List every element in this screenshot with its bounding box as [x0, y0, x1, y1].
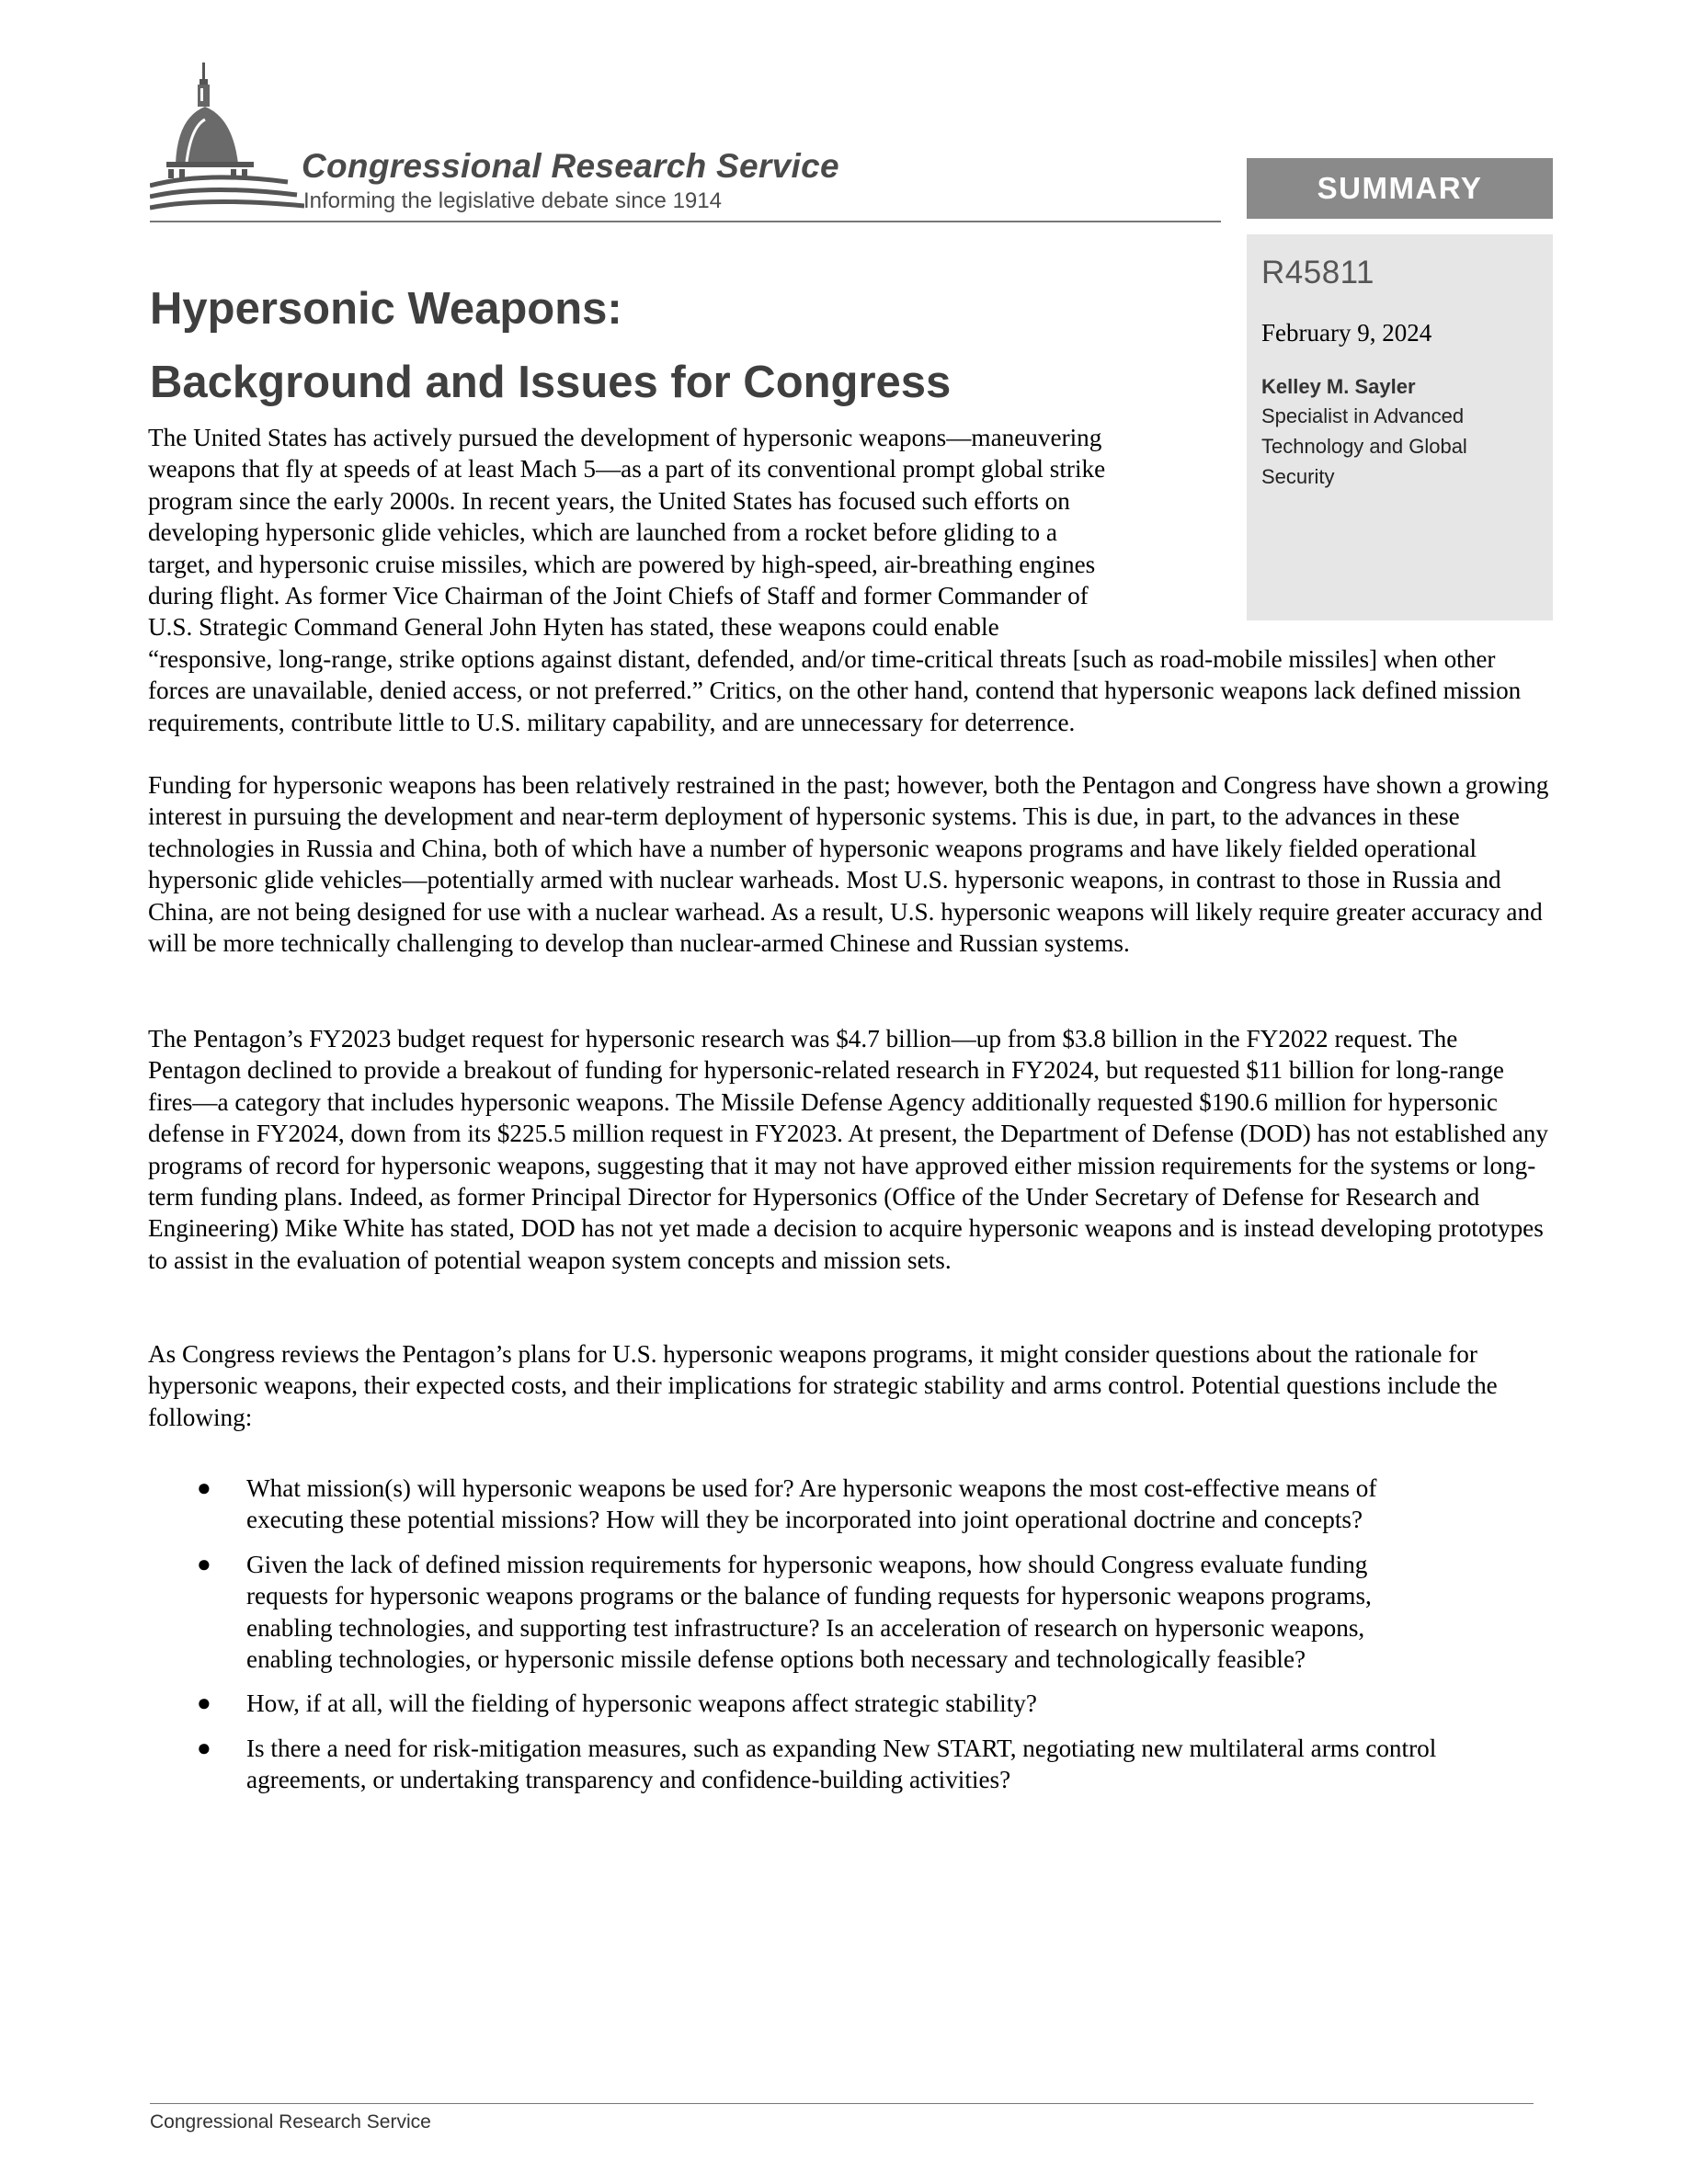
question-text: Given the lack of defined mission requirements for hypersonic weapons, how should Congress evaluate funding requests for hypersonic weapons programs or the balance of funding requests for hypersonic weapons programs, enabling technologies, and supporting test infrastructure? Is an acceleration of research on hypersonic weapons, enabling technologies, or hypersonic missile defense options both necessary and technologically feasible?: [246, 1550, 1372, 1674]
summary-paragraph-1-continued: “responsive, long-range, strike options against distant, defended, and/or time-critical threats [such as road-mobile missiles] when other forces are unavailable, denied access, or not preferred.” Critics, on the other hand, contend that hypersonic weapons lack defined mission requirements, contribute little to U.S. military capability, and are unnecessary for deterrence.: [148, 645, 1522, 736]
report-sidebar: [1247, 234, 1553, 620]
summary-paragraph-1: [148, 422, 1205, 643]
summary-label: SUMMARY: [1247, 158, 1553, 219]
list-item: [148, 1733, 1442, 1796]
report-date: February 9, 2024: [1261, 319, 1432, 347]
author-title-line: Specialist in Advanced: [1261, 404, 1465, 427]
summary-paragraph-2: Funding for hypersonic weapons has been relatively restrained in the past; however, both the Pentagon and Congress have shown a growing interest in pursuing the development and near-term deployment of hypersonic systems. This is due, in part, to the advances in these technologies in Russia and China, both of which have a number of hypersonic weapons programs and have likely fielded operational hypersonic glide vehicles—potentially armed with nuclear warheads. Most U.S. hypersonic weapons, in contrast to those in Russia and China, are not being designed for use with a nuclear warhead. As a result, U.S. hypersonic weapons will likely require greater accuracy and will be more technically challenging to develop than nuclear-armed Chinese and Russian systems.: [148, 771, 1549, 958]
author-title: [1261, 401, 1538, 492]
crs-capitol-logo: [150, 63, 304, 217]
title-line: Background and Issues for Congress: [150, 358, 952, 407]
paragraph-line: program since the early 2000s. In recent years, the United States has focused such efforts on: [148, 486, 1070, 515]
author-name: Kelley M. Sayler: [1261, 375, 1416, 398]
paragraph-line: developing hypersonic glide vehicles, which are launched from a rocket before gliding to a: [148, 518, 1057, 547]
report-number: R45811: [1261, 255, 1375, 290]
bullet-icon: ●: [197, 1734, 211, 1761]
list-item: [148, 1688, 1442, 1719]
bullet-icon: ●: [197, 1474, 211, 1501]
list-item: [148, 1549, 1442, 1676]
summary-paragraph-3: The Pentagon’s FY2023 budget request for hypersonic research was $4.7 billion—up from $3.8 billion in the FY2022 request. The Pentagon declined to provide a breakout of funding for hypersonic-related research in FY2024, but requested $11 billion for long-range fires—a category that includes hypersonic weapons. The Missile Defense Agency additionally requested $190.6 million for hypersonic defense in FY2024, down from its $225.5 million request in FY2023. At present, the Department of Defense (DOD) has not established any programs of record for hypersonic weapons, suggesting that it may not have approved either mission requirements for the systems or long-term funding plans. Indeed, as former Principal Director for Hypersonics (Office of the Under Secretary of Defense for Research and Engineering) Mike White has stated, DOD has not yet made a decision to acquire hypersonic weapons and is instead developing prototypes to assist in the evaluation of potential weapon system concepts and mission sets.: [148, 1025, 1548, 1274]
question-text: What mission(s) will hypersonic weapons be used for? Are hypersonic weapons the most cost-effective means of executing these potential missions? How will they be incorporated into joint operational doctrine and concepts?: [246, 1474, 1377, 1534]
author-title-line: Technology and Global: [1261, 435, 1467, 458]
author-title-line: Security: [1261, 465, 1335, 488]
list-item: [148, 1473, 1442, 1536]
paragraph-line: weapons that fly at speeds of at least Mach 5—as a part of its conventional prompt global strike: [148, 455, 1106, 483]
document-title: [150, 272, 951, 419]
paragraph-line: during flight. As former Vice Chairman of the Joint Chiefs of Staff and former Commander of: [148, 582, 1089, 610]
org-tagline: Informing the legislative debate since 1914: [303, 188, 722, 213]
bullet-icon: ●: [197, 1689, 211, 1717]
summary-paragraph-4: As Congress reviews the Pentagon’s plans for U.S. hypersonic weapons programs, it might consider questions about the rationale for hypersonic weapons, their expected costs, and their implications for strategic stability and arms control. Potential questions include the following:: [148, 1340, 1498, 1431]
bullet-icon: ●: [197, 1550, 211, 1577]
org-name: Congressional Research Service: [302, 147, 839, 185]
question-text: How, if at all, will the fielding of hypersonic weapons affect strategic stability?: [246, 1689, 1037, 1718]
paragraph-line: U.S. Strategic Command General John Hyten has stated, these weapons could enable: [148, 613, 999, 642]
questions-list: [148, 1473, 1435, 1809]
paragraph-line: target, and hypersonic cruise missiles, which are powered by high-speed, air-breathing engines: [148, 550, 1096, 578]
footer-divider: [150, 2103, 1534, 2104]
question-text: Is there a need for risk-mitigation measures, such as expanding New START, negotiating new multilateral arms control agreements, or undertaking transparency and confidence-building activities?: [246, 1734, 1437, 1794]
title-line: Hypersonic Weapons:: [150, 284, 622, 334]
header-divider: [150, 221, 1221, 222]
footer-org: Congressional Research Service: [150, 2111, 431, 2133]
paragraph-line: The United States has actively pursued the development of hypersonic weapons—maneuvering: [148, 424, 1102, 451]
